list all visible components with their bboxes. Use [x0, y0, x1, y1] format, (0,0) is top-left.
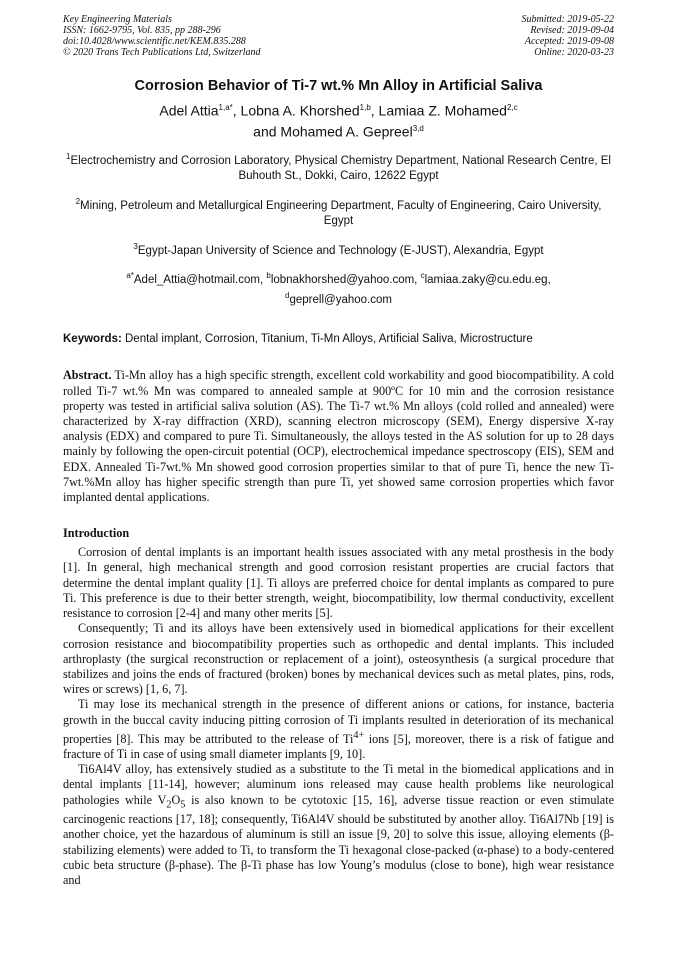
author-name: Adel Attia: [159, 102, 219, 119]
paragraph: [63, 697, 614, 762]
author-sup: 2,c: [506, 103, 518, 112]
email-list: [63, 268, 614, 308]
email-sup: c: [420, 270, 425, 280]
paragraph-text: Corrosion of dental implants is an important health issues associated with any metal prosthesis in the body [1]. In general, high mechanical strength and good corrosion resistant properties are crucial factors that determine the dental implant quality [1]. Ti alloys are preferred choice for dental implants as compared to pure Ti. This preference is due to their better strength, weight, biocompatibility, low thermal conductivity, excellent resistance to corrosion [2-4] and many other merits [5].: [63, 545, 614, 621]
doi-link[interactable]: doi:10.4028/www.scientific.net/KEM.835.288: [63, 36, 246, 47]
paragraph-text: is also known to be cytotoxic [15, 16], adverse tissue reaction or even stimulate carcinogenic reactions [17, 18]; consequently, Ti6Al4V should be substituted by another alloy. Ti6Al7Nb [19] is another choice, yet the hazardous of aluminum is still an issue [9, 20] to solve this issue, alloying elements (β-stabilizing elements) were added to Ti, to transform the Ti hexagonal close-packed (α-phase) to a body-centered cubic beta structure (β-phase). The β-Ti phase has low Young’s modulus (close to bone), high wear resistance and: [63, 792, 614, 888]
section-heading: Introduction: [63, 526, 130, 541]
author-name: Mohamed A. Gepreel: [280, 123, 413, 140]
paragraph-text: Ti6Al4V alloy, has extensively studied as a substitute to the Ti metal in the biomedical applications and in dental implants [11-14], however; aluminum ions released may cause health problems like neurological pathologies while V: [63, 762, 614, 807]
paragraph-text: Ti may lose its mechanical strength in the presence of different anions or cations, for instance, bacteria growth in the buccal cavity inducing pitting corrosion of Ti implants resulted in deterioration of its mechanical properties [8]. This may be attributed to the release of Ti: [63, 697, 614, 746]
abstract-text: Ti-Mn alloy has a high specific strength, excellent cold workability and good biocompatibility. A cold rolled Ti-7 wt.% Mn was compared to annealed sample at 900ºC for 10 min and the corrosion resistance property was tested in artificial saliva solution (AS). The Ti-7 wt.% Mn alloys (cold rolled and annealed) were characterized by X-ray diffraction (XRD), scanning electron microscopy (SEM), Energy dispersive X-ray analysis (EDX) and compared to pure Ti. Simultaneously, the alloys tested in the AS solution for up to 28 days mainly by following the open-circuit potential (OCP), electrochemical impedance spectroscopy (EIS), SEM and EDX. Annealed Ti-7wt.% Mn showed good corrosion properties similar to that of pure Ti, hence the new Ti-7wt.%Mn alloy has higher specific strength than pure Ti, yet showed same corrosion properties which favor implanted dental applications.: [63, 368, 614, 505]
affiliation-sup: 3: [133, 241, 138, 251]
journal-name: Key Engineering Materials: [63, 14, 172, 25]
issn: ISSN: 1662-9795, Vol. 835, pp 288-296: [63, 25, 221, 36]
email-sup: d: [285, 290, 290, 300]
paragraph: [63, 762, 614, 888]
abstract: [63, 368, 614, 505]
online-date: Online: 2020-03-23: [534, 47, 614, 58]
affiliation-1: [63, 149, 614, 184]
keywords-text: Dental implant, Corrosion, Titanium, Ti-Mn Alloys, Artificial Saliva, Microstructure: [121, 333, 533, 346]
superscript: 4+: [353, 729, 365, 741]
keywords-label: Keywords:: [63, 333, 122, 346]
keywords: [63, 332, 614, 347]
affiliation-sup: 1: [66, 152, 71, 162]
abstract-label: Abstract.: [63, 368, 112, 383]
paper-page: [63, 14, 614, 888]
conjunction: and: [253, 123, 281, 140]
copyright: © 2020 Trans Tech Publications Ltd, Switzerland: [63, 47, 261, 58]
paragraph-text: ions [5], moreover, there is a risk of fatigue and fracture of Ti in case of using small diameter implants [9, 10].: [63, 731, 614, 761]
separator: ,: [232, 102, 241, 119]
author-name: Lamiaa Z. Mohamed: [378, 102, 507, 119]
author-list: [63, 99, 614, 140]
email-link[interactable]: lobnakhorshed@yahoo.com,: [270, 273, 421, 286]
affiliation-3: [63, 239, 614, 259]
journal-info: [63, 14, 261, 58]
revised-date: Revised: 2019-09-04: [530, 25, 614, 36]
email-link[interactable]: geprell@yahoo.com: [289, 293, 392, 306]
affiliation-2: [63, 194, 614, 229]
email-sup: a*: [126, 270, 134, 280]
author-sup: 1,b: [359, 103, 371, 112]
author-name: Lobna A. Khorshed: [240, 102, 360, 119]
publication-header: [63, 14, 614, 58]
paragraph-text: O: [171, 792, 181, 807]
subscript: 2: [166, 799, 172, 811]
separator: ,: [370, 102, 379, 119]
email-link[interactable]: Adel_Attia@hotmail.com,: [133, 273, 267, 286]
paragraph-text: Consequently; Ti and its alloys have been extensively used in biomedical applications for their excellent corrosion resistance and biocompatibility properties such as orthopedic and dental implants. This included arthroplasty (the surgical reconstruction or replacement of a joint), osteosynthesis (a surgical procedure that stabilizes and joins the ends of fractured (broken) bones by mechanical devices such as metal plates, pins, rods, wires or screws) [1, 6, 7].: [63, 621, 614, 697]
affiliation-text: Electrochemistry and Corrosion Laboratory, Physical Chemistry Department, National Research Centre, El Buhouth St., Dokki, Cairo, 12622 Egypt: [70, 155, 611, 183]
paragraph: [63, 545, 614, 621]
dates-info: [522, 14, 615, 58]
accepted-date: Accepted: 2019-09-08: [524, 36, 614, 47]
email-sup: b: [266, 270, 271, 280]
paragraph: [63, 621, 614, 697]
affiliation-text: Egypt-Japan University of Science and Technology (E-JUST), Alexandria, Egypt: [137, 244, 544, 257]
affiliation-sup: 2: [75, 197, 81, 207]
paper-title: Corrosion Behavior of Ti-7 wt.% Mn Alloy in Artificial Saliva: [134, 78, 543, 94]
email-link[interactable]: lamiaa.zaky@cu.edu.eg,: [424, 273, 551, 286]
affiliation-text: Mining, Petroleum and Metallurgical Engineering Department, Faculty of Engineering, Cairo University, Egypt: [80, 199, 602, 227]
author-sup: 1,a*: [218, 103, 233, 112]
submitted-date: Submitted: 2019-05-22: [521, 14, 614, 25]
author-sup: 3,d: [412, 123, 424, 133]
subscript: 5: [180, 799, 186, 811]
